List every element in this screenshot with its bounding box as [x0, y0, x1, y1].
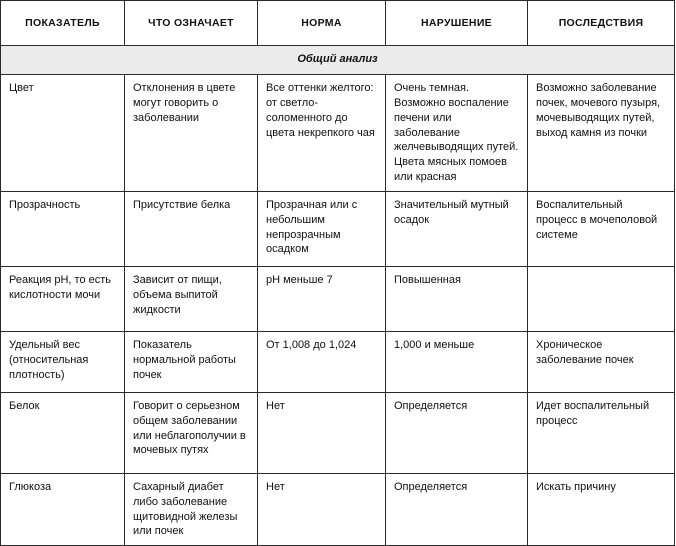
column-header-indicator: ПОКАЗАТЕЛЬ	[1, 1, 125, 46]
table-row	[1, 331, 675, 392]
cell-norm: Нет	[258, 392, 386, 473]
cell-indicator: Глюкоза	[1, 473, 125, 545]
column-header-norm: НОРМА	[258, 1, 386, 46]
cell-consequences: Возможно заболевание почек, мочевого пузыря, мочевыводящих путей, выход камня из почки	[528, 75, 675, 192]
cell-violation: Повышенная	[386, 266, 528, 331]
column-header-violation: НАРУШЕНИЕ	[386, 1, 528, 46]
cell-meaning: Говорит о серьезном общем заболевании или неблагополучии в мочевых путях	[125, 392, 258, 473]
table-row	[1, 392, 675, 473]
header-row	[1, 1, 675, 46]
cell-norm: pH меньше 7	[258, 266, 386, 331]
cell-norm: Прозрачная или с небольшим непрозрачным осадком	[258, 191, 386, 266]
table-row	[1, 473, 675, 545]
section-title-row	[1, 46, 675, 75]
cell-indicator: Белок	[1, 392, 125, 473]
cell-indicator: Прозрачность	[1, 191, 125, 266]
table-row	[1, 75, 675, 192]
cell-indicator: Удельный вес (относительная плотность)	[1, 331, 125, 392]
cell-consequences: Воспалительный процесс в мочеполовой системе	[528, 191, 675, 266]
table-row	[1, 266, 675, 331]
cell-meaning: Присутствие белка	[125, 191, 258, 266]
cell-consequences: Идет воспалительный процесс	[528, 392, 675, 473]
cell-violation: Определяется	[386, 392, 528, 473]
cell-violation: 1,000 и меньше	[386, 331, 528, 392]
cell-meaning: Зависит от пищи, объема выпитой жидкости	[125, 266, 258, 331]
cell-consequences	[528, 266, 675, 331]
column-header-meaning: ЧТО ОЗНАЧАЕТ	[125, 1, 258, 46]
cell-indicator: Цвет	[1, 75, 125, 192]
cell-norm: Нет	[258, 473, 386, 545]
cell-norm: От 1,008 до 1,024	[258, 331, 386, 392]
cell-meaning: Сахарный диабет либо заболевание щитовидной железы или почек	[125, 473, 258, 545]
cell-violation: Значительный мутный осадок	[386, 191, 528, 266]
cell-meaning: Показатель нормальной работы почек	[125, 331, 258, 392]
cell-indicator: Реакция pH, то есть кислотности мочи	[1, 266, 125, 331]
section-title: Общий анализ	[1, 46, 675, 75]
table-row	[1, 191, 675, 266]
cell-consequences: Искать причину	[528, 473, 675, 545]
cell-meaning: Отклонения в цвете могут говорить о заболевании	[125, 75, 258, 192]
cell-consequences: Хроническое заболевание почек	[528, 331, 675, 392]
cell-violation: Определяется	[386, 473, 528, 545]
column-header-consequences: ПОСЛЕДСТВИЯ	[528, 1, 675, 46]
cell-norm: Все оттенки желтого: от светло-соломенного до цвета некрепкого чая	[258, 75, 386, 192]
cell-violation: Очень темная. Возможно воспаление печени или заболевание желчевыводящих путей. Цвета мясных помоев или красная	[386, 75, 528, 192]
